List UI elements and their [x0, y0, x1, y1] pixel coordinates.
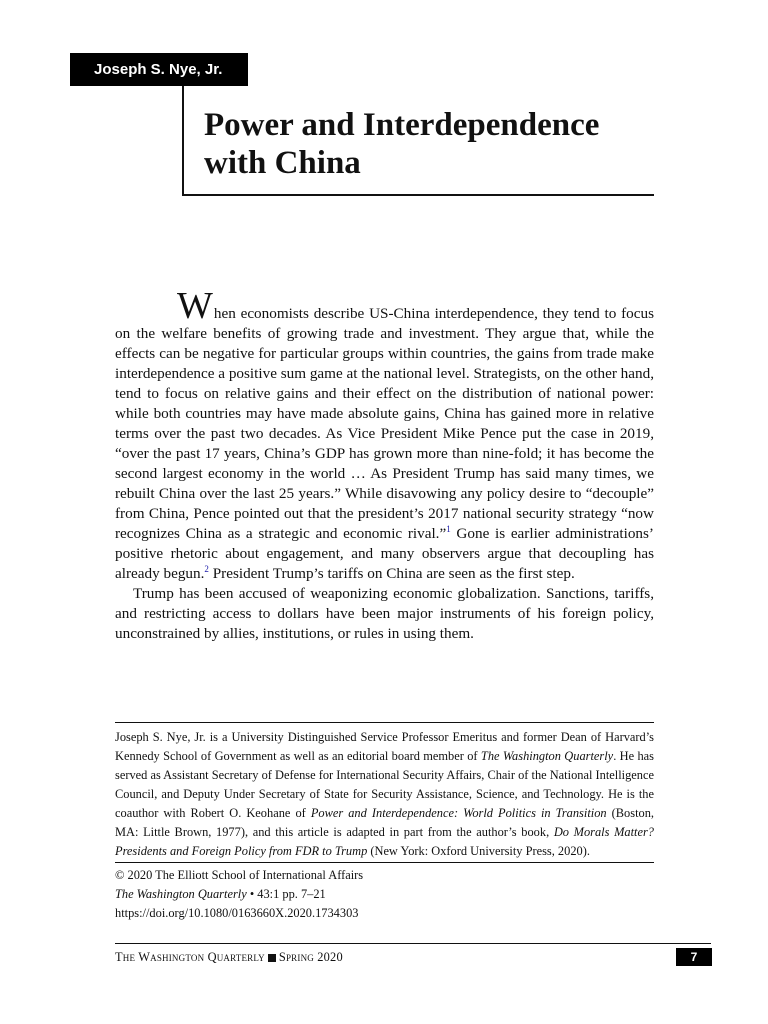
bio-text-3: (Boston, MA: Little Brown, 1977), and this article is adapted in part from the author’s book,: [115, 806, 655, 839]
footer-issue: Spring 2020: [278, 950, 343, 964]
article-body: [115, 285, 654, 644]
article-title: Power and Interdependence with China: [204, 107, 600, 181]
author-name: Joseph S. Nye, Jr.: [70, 53, 248, 86]
page-number: 7: [676, 948, 712, 966]
bio-top-rule: [115, 722, 654, 723]
bio-text-4: (New York: Oxford University Press, 2020).: [367, 844, 590, 858]
citation-line: [115, 885, 654, 904]
doi-link[interactable]: https://doi.org/10.1080/0163660X.2020.1734303: [115, 906, 359, 920]
paragraph-1-text-c: President Trump’s tariffs on China are seen as the first step.: [208, 565, 575, 582]
footer-square-icon: [268, 954, 276, 962]
footer-rule: [115, 943, 711, 944]
title-rule-vertical: [182, 86, 184, 196]
bio-book-2: Do Morals Matter? Presidents and Foreign Policy from FDR to Trump: [115, 825, 654, 858]
paragraph-1: [115, 285, 654, 584]
footer-journal: The Washington Quarterly: [115, 950, 265, 964]
citation-journal: The Washington Quarterly: [115, 887, 247, 901]
copyright-line: © 2020 The Elliott School of International Affairs: [115, 868, 364, 882]
drop-cap: W: [177, 285, 213, 327]
bio-book-1: Power and Interdependence: World Politics in Transition: [310, 806, 607, 820]
paragraph-1-text-b: Gone is earlier administrations’ positive rhetoric about engagement, and many observers argue that decoupling has already begun.: [115, 525, 654, 582]
bio-text-1: Joseph S. Nye, Jr. is a University Distinguished Service Professor Emeritus and former Dean of Harvard’s Kennedy School of Government as well as an editorial board member of: [115, 730, 654, 763]
bio-bottom-rule: [115, 862, 654, 863]
citation-volume: • 43:1 pp. 7–21: [246, 887, 326, 901]
copyright-block: [115, 866, 654, 923]
title-rule-horizontal: [182, 194, 654, 196]
footnote-ref-1[interactable]: 1: [446, 523, 451, 534]
author-bio: [115, 728, 654, 861]
bio-text-2: . He has served as Assistant Secretary of Defense for International Security Affairs, Chair of the National Intelligence Council, and Deputy Under Secretary of State for Security Assistance, Science, and Technology. He is the coauthor with Robert O. Keohane of: [115, 749, 654, 820]
paragraph-1-text-a: hen economists describe US-China interdependence, they tend to focus on the welfare benefits of growing trade and investment. They argue that, while the effects can be negative for particular groups within countries, the gains from trade make interdependence a positive sum game at the national level. Strategists, on the other hand, tend to focus on relative gains and their effect on the distribution of national power: while both countries may have made absolute gains, China has gained more in relative terms over the past two decades. As Vice President Mike Pence put the case in 2019, “over the past 17 years, China’s GDP has grown more than nine-fold; it has become the second largest economy in the world … As President Trump has said many times, we rebuilt China over the last 25 years.” While disavowing any policy desire to “decouple” from China, Pence pointed out that the president’s 2017 national security strategy “now recognizes China as a strategic and economic rival.”: [115, 305, 654, 542]
paragraph-2: Trump has been accused of weaponizing economic globalization. Sanctions, tariffs, and restricting access to dollars have been major instruments of his foreign policy, unconstrained by allies, institutions, or rules in using them.: [115, 585, 654, 642]
bio-journal: The Washington Quarterly: [480, 749, 614, 763]
footnote-ref-2[interactable]: 2: [204, 563, 209, 574]
running-footer: [115, 948, 343, 966]
